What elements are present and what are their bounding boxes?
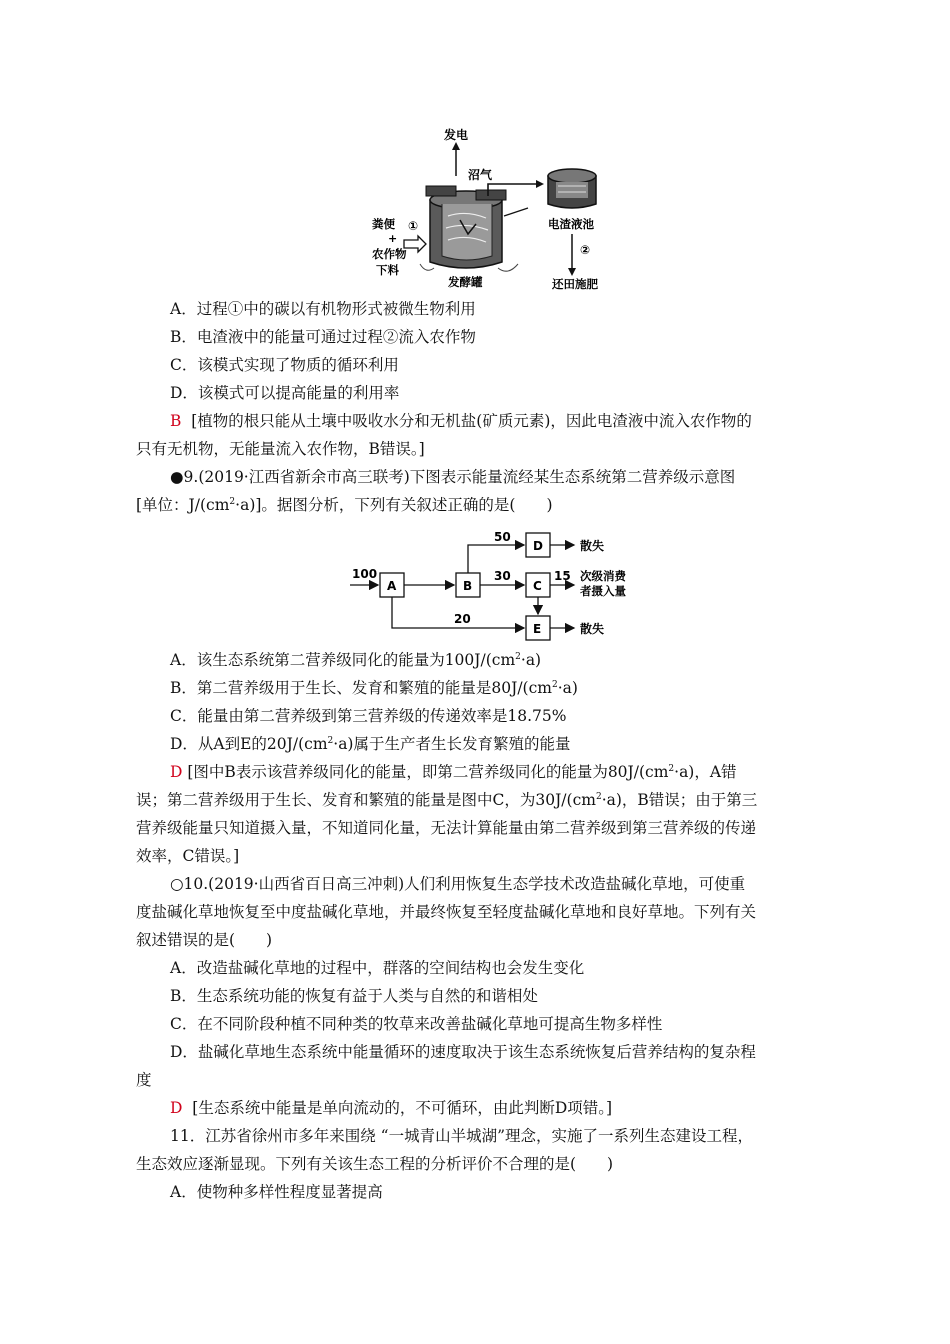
q9-option-a xyxy=(170,649,541,671)
label-input-plus: + xyxy=(388,232,398,245)
q9-exp-l1-sup: 2 xyxy=(668,764,675,774)
q9-option-c: C．能量由第二营养级到第三营养级的传递效率是18.75% xyxy=(170,707,567,725)
fermentation-tank xyxy=(420,186,518,271)
q9-explanation-l2 xyxy=(136,789,757,811)
pointer-tank xyxy=(504,208,528,216)
value-input: 100 xyxy=(352,567,378,581)
arrowhead-power xyxy=(452,142,460,150)
q8-explanation-l1 xyxy=(170,410,752,432)
q9-option-b xyxy=(170,677,578,699)
q9-explanation-l1 xyxy=(170,761,737,783)
q9-explanation-l3: 营养级能量只知道摄入量，不知道同化量，无法计算能量由第二营养级到第三营养级的传递 xyxy=(136,819,757,837)
q10-stem-l3: 叙述错误的是( ) xyxy=(136,931,273,949)
q10-option-d: D．盐碱化草地生态系统中能量循环的速度取决于该生态系统恢复后营养结构的复杂程 xyxy=(170,1043,756,1061)
q9-option-a-sup: 2 xyxy=(515,652,521,662)
box-d-label: D xyxy=(533,539,543,553)
value-c-out: 15 xyxy=(554,569,571,583)
q8-option-d: D．该模式可以提高能量的利用率 xyxy=(170,384,400,402)
label-power: 发电 xyxy=(444,128,469,142)
q9-stem-l1: ●9.(2019·江西省新余市高三联考)下图表示能量流经某生态系统第二营养级示意图 xyxy=(170,468,736,486)
q11-option-a: A．使物种多样性程度显著提高 xyxy=(170,1183,383,1201)
arrowhead-field xyxy=(568,268,576,276)
input-arrow xyxy=(404,236,426,252)
box-b-label: B xyxy=(463,579,473,593)
q9-stem-l2b: ·a)]。据图分析，下列有关叙述正确的是( ) xyxy=(235,496,553,514)
q8-option-c: C．该模式实现了物质的循环利用 xyxy=(170,356,399,374)
label-field: 还田施肥 xyxy=(552,277,598,290)
box-e-label: E xyxy=(533,622,542,636)
q9-exp-l1a: [图中B表示该营养级同化的能量，即第二营养级同化的能量为80J/(cm xyxy=(187,763,669,781)
q9-option-d xyxy=(170,733,570,755)
box-c-label: C xyxy=(533,579,542,593)
q9-option-b-post: ·a) xyxy=(557,679,578,697)
label-step1: ① xyxy=(408,219,419,233)
q10-option-d-cont: 度 xyxy=(136,1071,152,1089)
q9-stem-l2 xyxy=(136,494,553,516)
label-step2: ② xyxy=(580,243,591,257)
q9-option-d-pre: D．从A到E的20J/(cm xyxy=(170,735,328,753)
q9-stem-sup: 2 xyxy=(229,497,236,507)
q9-explanation-l4: 效率，C错误。] xyxy=(136,847,240,865)
box-a-label: A xyxy=(387,579,397,593)
q9-option-a-post: ·a) xyxy=(520,651,542,669)
q11-stem-l2: 生态效应逐渐显现。下列有关该生态工程的分析评价不合理的是( ) xyxy=(136,1155,614,1173)
value-b-d: 50 xyxy=(494,530,511,544)
q10-option-a: A．改造盐碱化草地的过程中，群落的空间结构也会发生变化 xyxy=(170,959,585,977)
label-pool: 电渣液池 xyxy=(548,217,594,231)
q10-option-c: C．在不同阶段种植不同种类的牧草来改善盐碱化草地可提高生物多样性 xyxy=(170,1015,663,1033)
q8-exp-text: [植物的根只能从土壤中吸收水分和无机盐(矿质元素)，因此电渣液中流入农作物的 xyxy=(191,412,752,430)
q9-option-d-sup: 2 xyxy=(327,736,334,746)
arrowhead-pool xyxy=(536,180,544,188)
value-a-e: 20 xyxy=(454,612,471,626)
label-tank: 发酵罐 xyxy=(448,275,483,289)
q11-stem-l1: 11．江苏省徐州市多年来围绕 “一城青山半城湖”理念，实施了一系列生态建设工程， xyxy=(170,1127,754,1145)
q8-explanation-l2: 只有无机物，无能量流入农作物，B错误。] xyxy=(136,440,425,458)
q9-option-b-sup: 2 xyxy=(551,680,558,690)
q9-exp-l1b: ·a)，A错 xyxy=(674,763,737,781)
q10-stem-l2: 度盐碱化草地恢复至中度盐碱化草地，并最终恢复至轻度盐碱化草地和良好草地。下列有关 xyxy=(136,903,757,921)
q10-option-b: B．生态系统功能的恢复有益于人类与自然的和谐相处 xyxy=(170,987,538,1005)
q9-answer: D xyxy=(170,763,183,781)
q10-exp-text: [生态系统中能量是单向流动的，不可循环，由此判断D项错。] xyxy=(192,1099,613,1117)
label-next-l1: 次级消费 xyxy=(580,569,626,583)
biogas-diagram xyxy=(368,124,620,290)
label-lost-e: 散失 xyxy=(580,622,605,636)
q9-exp-l2a: 误；第二营养级用于生长、发育和繁殖的能量是图中C，为30J/(cm xyxy=(136,791,596,809)
q8-answer: B xyxy=(170,412,182,430)
q9-stem-l2a: [单位：J/(cm xyxy=(136,496,230,514)
q10-stem-l1: ○10.(2019·山西省百日高三冲刺)人们利用恢复生态学技术改造盐碱化草地，可使重 xyxy=(170,875,746,893)
q8-option-a: A．过程①中的碳以有机物形式被微生物利用 xyxy=(170,300,476,318)
residue-pool xyxy=(548,169,596,208)
label-lost-d: 散失 xyxy=(580,539,605,553)
label-input-line3: 下料 xyxy=(376,263,399,277)
label-input-line2: 农作物 xyxy=(372,247,407,261)
q10-explanation xyxy=(170,1097,612,1119)
q9-exp-l2b: ·a)，B错误；由于第三 xyxy=(601,791,758,809)
energy-flow-diagram xyxy=(348,528,638,642)
label-next-l2: 者摄入量 xyxy=(580,584,626,598)
value-b-c: 30 xyxy=(494,569,511,583)
q9-option-a-pre: A．该生态系统第二营养级同化的能量为100J/(cm xyxy=(170,651,516,669)
q9-exp-l2-sup: 2 xyxy=(595,792,602,802)
label-biogas: 沼气 xyxy=(468,168,493,182)
q9-option-d-post: ·a)属于生产者生长发育繁殖的能量 xyxy=(333,735,571,753)
q8-option-b: B．电渣液中的能量可通过过程②流入农作物 xyxy=(170,328,476,346)
label-input-line1: 粪便 xyxy=(372,217,395,231)
q9-option-b-pre: B．第二营养级用于生长、发育和繁殖的能量是80J/(cm xyxy=(170,679,552,697)
q10-answer: D xyxy=(170,1099,183,1117)
